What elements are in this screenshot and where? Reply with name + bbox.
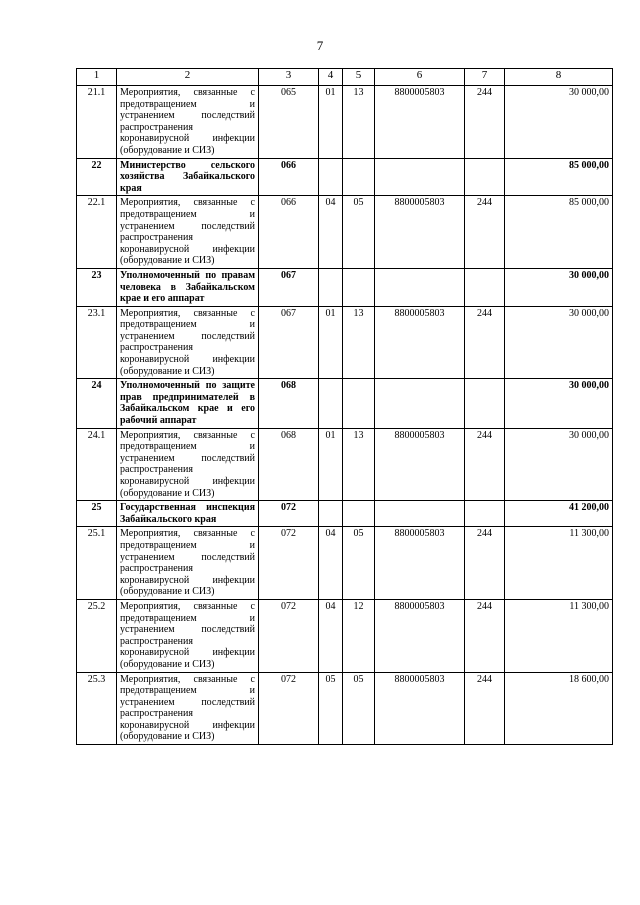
row-section-cell: 01 xyxy=(319,428,343,501)
row-amount-cell: 30 000,00 xyxy=(505,306,613,379)
row-amount-cell: 30 000,00 xyxy=(505,268,613,306)
row-number-cell: 24 xyxy=(77,379,117,428)
header-cell: 7 xyxy=(465,69,505,86)
header-cell: 8 xyxy=(505,69,613,86)
row-ministry-code-cell: 066 xyxy=(259,196,319,269)
row-target-article-cell xyxy=(375,268,465,306)
header-cell: 3 xyxy=(259,69,319,86)
row-name-cell: Министерство сельского хозяйства Забайкальского края xyxy=(117,158,259,196)
row-ministry-code-cell: 067 xyxy=(259,306,319,379)
table-row xyxy=(77,379,613,428)
row-subsection-cell xyxy=(343,158,375,196)
row-name-cell: Мероприятия, связанные с предотвращением и устранением последствий распространения коронавирусной инфекции (оборудование и СИЗ) xyxy=(117,86,259,159)
row-section-cell: 04 xyxy=(319,599,343,672)
row-target-article-cell: 8800005803 xyxy=(375,672,465,745)
row-subsection-cell: 05 xyxy=(343,196,375,269)
row-number-cell: 22 xyxy=(77,158,117,196)
row-target-article-cell: 8800005803 xyxy=(375,306,465,379)
row-expense-type-cell: 244 xyxy=(465,672,505,745)
row-subsection-cell: 13 xyxy=(343,306,375,379)
row-ministry-code-cell: 072 xyxy=(259,672,319,745)
row-section-cell xyxy=(319,268,343,306)
row-subsection-cell xyxy=(343,268,375,306)
row-name-cell: Мероприятия, связанные с предотвращением и устранением последствий распространения коронавирусной инфекции (оборудование и СИЗ) xyxy=(117,196,259,269)
row-name-cell: Уполномоченный по правам человека в Забайкальском крае и его аппарат xyxy=(117,268,259,306)
table-header-row xyxy=(77,69,613,86)
row-number-cell: 25.3 xyxy=(77,672,117,745)
row-amount-cell: 41 200,00 xyxy=(505,501,613,527)
header-cell: 1 xyxy=(77,69,117,86)
page-number: 7 xyxy=(316,38,324,53)
row-name-cell: Мероприятия, связанные с предотвращением и устранением последствий распространения коронавирусной инфекции (оборудование и СИЗ) xyxy=(117,672,259,745)
row-number-cell: 25.2 xyxy=(77,599,117,672)
row-section-cell: 01 xyxy=(319,306,343,379)
row-subsection-cell: 13 xyxy=(343,86,375,159)
table-row xyxy=(77,268,613,306)
table-row xyxy=(77,501,613,527)
row-expense-type-cell: 244 xyxy=(465,196,505,269)
header-cell: 2 xyxy=(117,69,259,86)
row-name-cell: Государственная инспекция Забайкальского края xyxy=(117,501,259,527)
row-amount-cell: 85 000,00 xyxy=(505,196,613,269)
header-cell: 6 xyxy=(375,69,465,86)
table-row xyxy=(77,158,613,196)
row-number-cell: 25.1 xyxy=(77,527,117,600)
row-ministry-code-cell: 067 xyxy=(259,268,319,306)
row-expense-type-cell xyxy=(465,158,505,196)
row-subsection-cell: 13 xyxy=(343,428,375,501)
table-row xyxy=(77,672,613,745)
row-expense-type-cell: 244 xyxy=(465,86,505,159)
row-name-cell: Мероприятия, связанные с предотвращением и устранением последствий распространения коронавирусной инфекции (оборудование и СИЗ) xyxy=(117,599,259,672)
row-amount-cell: 18 600,00 xyxy=(505,672,613,745)
row-subsection-cell xyxy=(343,379,375,428)
table-row xyxy=(77,86,613,159)
row-subsection-cell: 05 xyxy=(343,672,375,745)
table-body xyxy=(77,86,613,745)
row-expense-type-cell: 244 xyxy=(465,306,505,379)
row-target-article-cell: 8800005803 xyxy=(375,599,465,672)
row-target-article-cell xyxy=(375,501,465,527)
row-name-cell: Мероприятия, связанные с предотвращением и устранением последствий распространения коронавирусной инфекции (оборудование и СИЗ) xyxy=(117,306,259,379)
row-amount-cell: 85 000,00 xyxy=(505,158,613,196)
row-expense-type-cell xyxy=(465,268,505,306)
row-number-cell: 22.1 xyxy=(77,196,117,269)
header-cell: 4 xyxy=(319,69,343,86)
row-number-cell: 23.1 xyxy=(77,306,117,379)
row-target-article-cell xyxy=(375,158,465,196)
header-cell: 5 xyxy=(343,69,375,86)
row-section-cell: 04 xyxy=(319,527,343,600)
row-subsection-cell: 12 xyxy=(343,599,375,672)
row-ministry-code-cell: 072 xyxy=(259,501,319,527)
table-row xyxy=(77,196,613,269)
row-section-cell: 05 xyxy=(319,672,343,745)
row-number-cell: 24.1 xyxy=(77,428,117,501)
row-expense-type-cell xyxy=(465,501,505,527)
row-target-article-cell: 8800005803 xyxy=(375,86,465,159)
table-row xyxy=(77,306,613,379)
row-expense-type-cell: 244 xyxy=(465,527,505,600)
row-amount-cell: 11 300,00 xyxy=(505,527,613,600)
row-amount-cell: 30 000,00 xyxy=(505,379,613,428)
row-section-cell: 01 xyxy=(319,86,343,159)
row-number-cell: 21.1 xyxy=(77,86,117,159)
row-ministry-code-cell: 072 xyxy=(259,527,319,600)
row-subsection-cell xyxy=(343,501,375,527)
row-subsection-cell: 05 xyxy=(343,527,375,600)
table-row xyxy=(77,599,613,672)
row-expense-type-cell: 244 xyxy=(465,599,505,672)
row-amount-cell: 30 000,00 xyxy=(505,86,613,159)
row-ministry-code-cell: 072 xyxy=(259,599,319,672)
row-ministry-code-cell: 068 xyxy=(259,379,319,428)
row-name-cell: Мероприятия, связанные с предотвращением и устранением последствий распространения коронавирусной инфекции (оборудование и СИЗ) xyxy=(117,428,259,501)
row-number-cell: 25 xyxy=(77,501,117,527)
row-amount-cell: 30 000,00 xyxy=(505,428,613,501)
table-row xyxy=(77,527,613,600)
row-ministry-code-cell: 065 xyxy=(259,86,319,159)
row-number-cell: 23 xyxy=(77,268,117,306)
row-ministry-code-cell: 066 xyxy=(259,158,319,196)
row-expense-type-cell xyxy=(465,379,505,428)
row-target-article-cell: 8800005803 xyxy=(375,196,465,269)
row-amount-cell: 11 300,00 xyxy=(505,599,613,672)
row-section-cell: 04 xyxy=(319,196,343,269)
row-ministry-code-cell: 068 xyxy=(259,428,319,501)
row-target-article-cell: 8800005803 xyxy=(375,527,465,600)
row-section-cell xyxy=(319,379,343,428)
budget-table xyxy=(76,68,613,745)
row-target-article-cell: 8800005803 xyxy=(375,428,465,501)
row-name-cell: Мероприятия, связанные с предотвращением и устранением последствий распространения коронавирусной инфекции (оборудование и СИЗ) xyxy=(117,527,259,600)
row-expense-type-cell: 244 xyxy=(465,428,505,501)
table-row xyxy=(77,428,613,501)
row-section-cell xyxy=(319,501,343,527)
row-section-cell xyxy=(319,158,343,196)
row-target-article-cell xyxy=(375,379,465,428)
row-name-cell: Уполномоченный по защите прав предпринимателей в Забайкальском крае и его рабочий аппарат xyxy=(117,379,259,428)
